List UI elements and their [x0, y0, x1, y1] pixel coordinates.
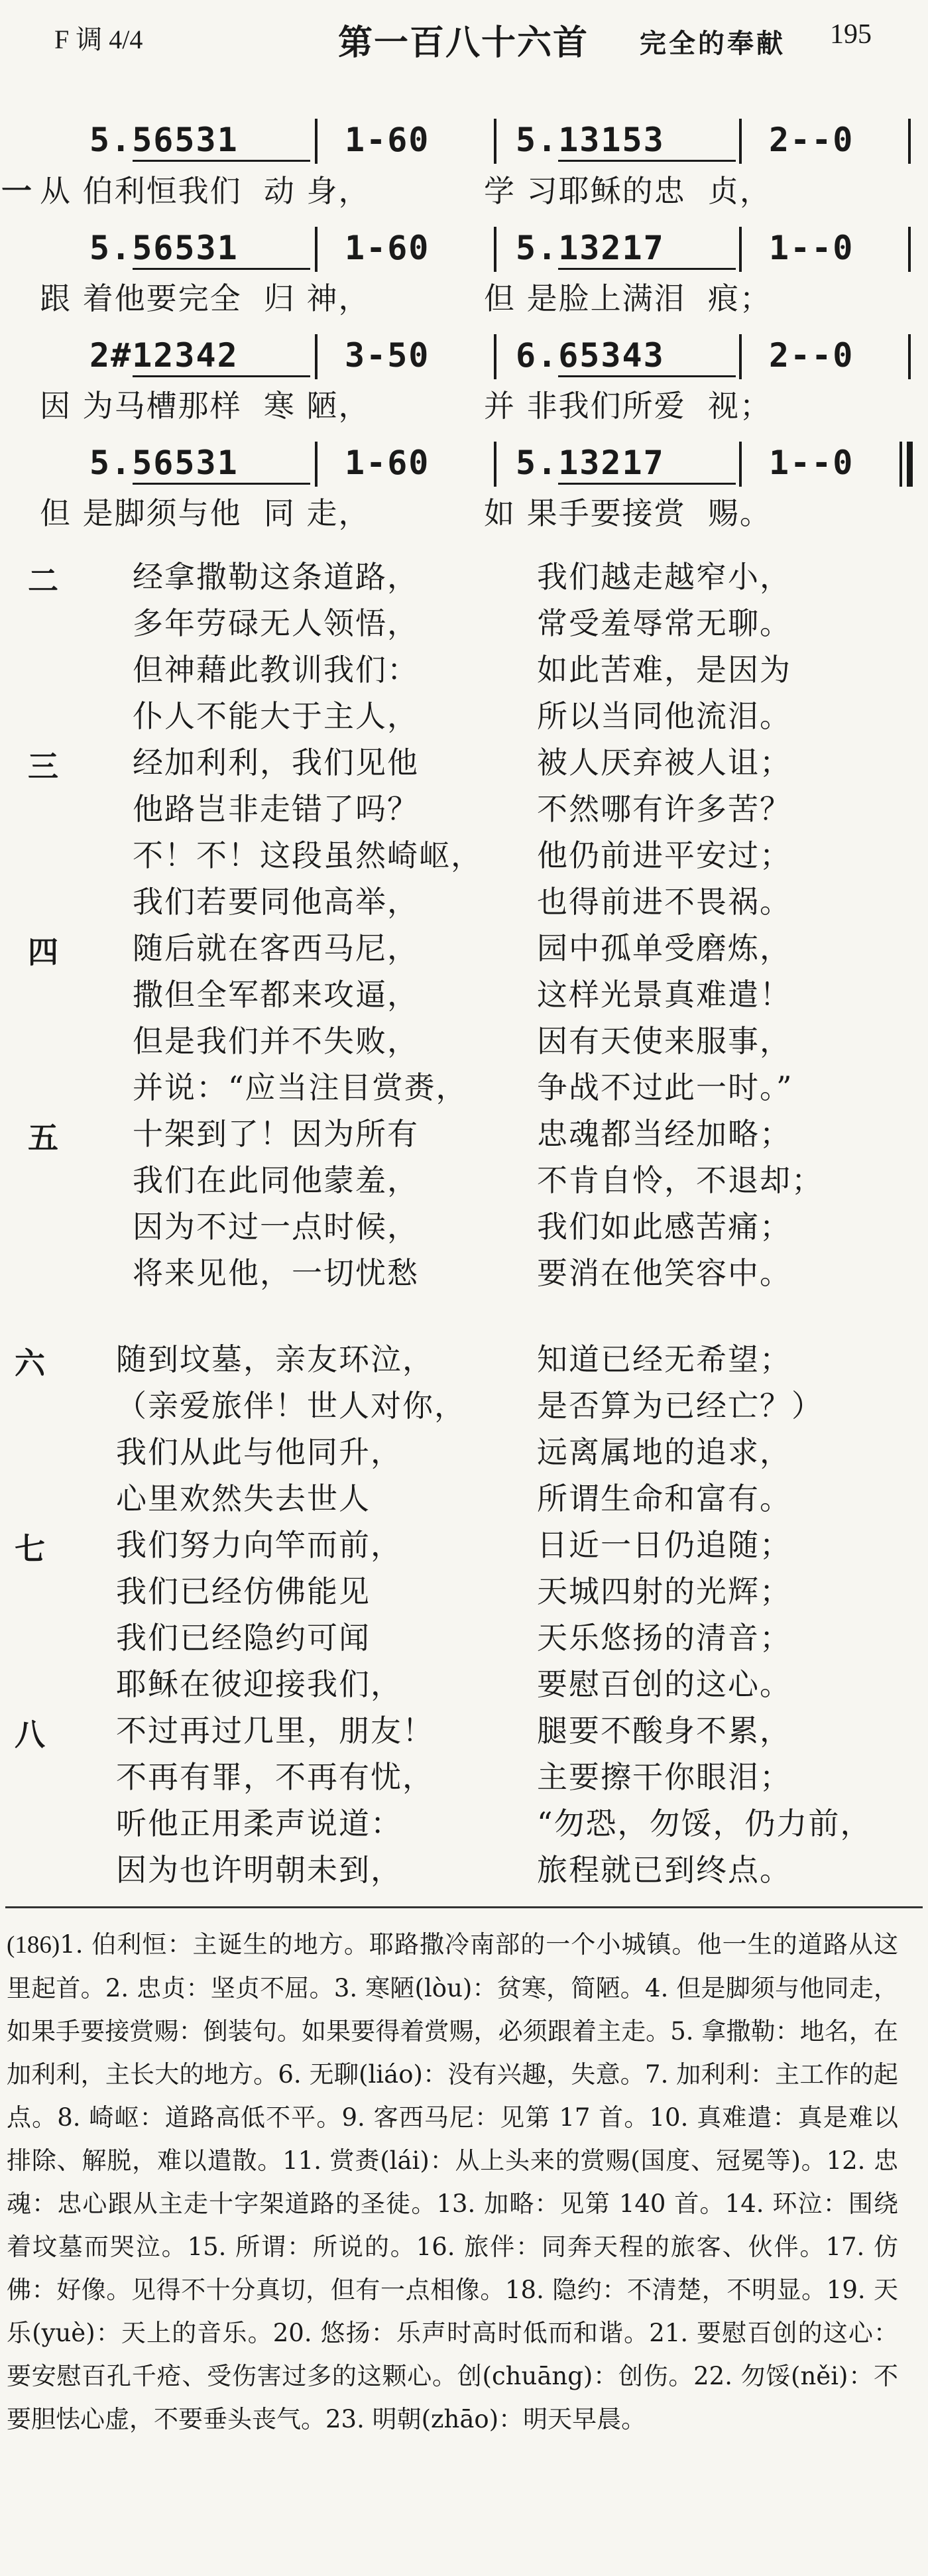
page-number: 195 [830, 19, 872, 50]
verse-line-left: 十架到了！因为所有 [133, 1116, 419, 1152]
footnote-text: 1. 伯利恒：主诞生的地方。耶路撒冷南部的一个小城镇。他一生的道路从这里起首。2. 忠贞：坚贞不屈。3. 寒陋(lòu)：贫寒，简陋。4. 但是脚须与他同走，如果手要接赏赐：倒装句。如果要得着赏赐，必须跟着主走。5. 拿撒勒：地名，在加利利，主长大的地方。6. 无聊(liáo)：没有兴趣，失意。7. 加利利：主工作的起点。8. 崎岖：道路高低不平。9. 客西马尼：见第 17 首。10. 真难遣：真是难以排除、解脱，难以遣散。11. 赏赉(lái)：从上头来的赏赐(国度、冠冕等)。12. 忠魂：忠心跟从主走十字架道路的圣徒。13. 加略：见第 140 首。14. 环泣：围绕着坟墓而哭泣。15. 所谓：所说的。16. 旅伴：同奔天程的旅客、伙伴。17. 仿佛：好像。见得不十分真切，但有一点相像。18. 隐约：不清楚，不明显。19. 天乐(yuè)：天上的音乐。20. 悠扬：乐声时高时低而和谐。21. 要慰百创的这心：要安慰百孔千疮、受伤害过多的这颗心。创(chuāng)：创伤。22. 勿馁(něi)：不要胆怯心虚，不要垂头丧气。23. 明朝(zhāo)：明天早晨。 [7, 1930, 898, 2433]
measure-4: 1--0 [769, 229, 854, 267]
lyric-phrase: 因 为马槽那样 寒 陋， [40, 388, 371, 424]
underline-beam [133, 483, 310, 485]
measure-3: 5.13217 [516, 444, 665, 482]
verse-line-left: 我们已经仿佛能见 [116, 1573, 371, 1609]
verse-line-right: 主要擦干你眼泪； [537, 1759, 791, 1795]
verse-line-left: 听他正用柔声说道： [116, 1806, 402, 1841]
verse-line-left: 仆人不能大于主人， [133, 698, 419, 734]
verse-line-right: 腿要不酸身不累， [537, 1713, 791, 1748]
footnote-hymn-number: (186) [7, 1932, 60, 1959]
final-bar-line-thick [907, 442, 913, 487]
verse-line-right: 如此苦难，是因为 [537, 652, 791, 688]
lyrics-row-1 [0, 171, 928, 211]
verse-line-left: 耶稣在彼迎接我们， [116, 1666, 402, 1702]
verse-line-right: 常受羞辱常无聊。 [537, 605, 791, 641]
bar-line [315, 442, 318, 487]
verse-line-left: 但神藉此教训我们： [133, 652, 419, 688]
lyric-phrase: 但 是脚须与他 同 走， [40, 495, 371, 531]
verse-line-right: 日近一日仍追随； [537, 1527, 791, 1563]
verse-line-left: 随到坟墓，亲友环泣， [116, 1341, 434, 1377]
hymn-title: 第一百八十六首 [338, 25, 589, 62]
verse-line-right: 他仍前进平安过； [537, 837, 791, 873]
measure-4: 2--0 [769, 336, 854, 375]
verse-line-right: 争战不过此一时。” [537, 1070, 793, 1105]
verse-line-left: 多年劳碌无人领悟， [133, 605, 419, 641]
lyric-phrase: 从 伯利恒我们 动 身， [40, 173, 371, 209]
measure-1: 5.56531 [89, 121, 239, 159]
verse-line-left: 我们若要同他高举， [133, 884, 419, 920]
lyrics-row-4 [0, 493, 928, 533]
bar-line [315, 334, 318, 379]
verse-line-right: 因有天使来服事， [537, 1023, 791, 1059]
verse-line-left: 因为也许明朝未到， [116, 1852, 402, 1888]
verse-line-left: 经拿撒勒这条道路， [133, 559, 419, 595]
lyric-phrase: 跟 着他要完全 归 神， [40, 280, 371, 316]
measure-4: 2--0 [769, 121, 854, 159]
lyrics-row-2 [0, 278, 928, 318]
measure-2: 1-60 [345, 444, 430, 482]
verse-line-left: 将来见他，一切忧愁 [133, 1255, 419, 1291]
verse-line-right: 知道已经无希望； [537, 1341, 791, 1377]
bar-line [739, 119, 742, 164]
verse-line-right: 旅程就已到终点。 [537, 1852, 791, 1888]
lyric-phrase: 并 非我们所爱 视； [484, 388, 772, 424]
footnotes [7, 1923, 898, 2441]
verse-line-right: 也得前进不畏祸。 [537, 884, 791, 920]
verse-line-left: 经加利利，我们见他 [133, 745, 419, 780]
verse-line-left: 并说：“应当注目赏赉， [133, 1070, 468, 1105]
verse-line-left: 撒但全军都来攻逼， [133, 977, 419, 1012]
hymn-subtitle: 完全的奉献 [640, 29, 785, 58]
notation-row-1 [0, 116, 928, 164]
measure-2: 3-50 [345, 336, 430, 375]
underline-beam [133, 160, 310, 162]
underline-beam [558, 375, 736, 377]
lyric-phrase: 学 习耶稣的忠 贞， [484, 173, 772, 209]
measure-1: 5.56531 [89, 229, 239, 267]
lyric-phrase: 如 果手要接赏 赐。 [484, 495, 772, 531]
verse-line-right: “勿恐，勿馁，仍力前， [537, 1806, 872, 1841]
verse-line-right: 是否算为已经亡？） [537, 1388, 823, 1424]
final-bar-line [899, 442, 902, 487]
underline-beam [558, 483, 736, 485]
verse-line-right: 不然哪有许多苦？ [537, 791, 791, 827]
verse-line-left: 因为不过一点时候， [133, 1209, 419, 1245]
underline-beam [133, 268, 310, 270]
verse-number: 七 [15, 1531, 45, 1567]
verse-line-right: 天乐悠扬的清音； [537, 1620, 791, 1656]
verse-line-left: 他路岂非走错了吗？ [133, 791, 419, 827]
verse-line-right: 天城四射的光辉； [537, 1573, 791, 1609]
verse-line-left: 但是我们并不失败， [133, 1023, 419, 1059]
verse-number: 三 [28, 749, 58, 784]
verse-line-right: 要消在他笑容中。 [537, 1255, 791, 1291]
bar-line [494, 442, 496, 487]
bar-line [739, 334, 742, 379]
verse-number: 五 [28, 1120, 58, 1156]
verse-line-left: 随后就在客西马尼， [133, 930, 419, 966]
verse-line-right: 园中孤单受磨炼， [537, 930, 791, 966]
bar-line [739, 442, 742, 487]
verse-line-left: 心里欢然失去世人 [116, 1481, 371, 1516]
verse-line-right: 所以当同他流泪。 [537, 698, 791, 734]
notation-row-4 [0, 439, 928, 487]
verse-line-left: 我们从此与他同升， [116, 1434, 402, 1470]
underline-beam [133, 375, 310, 377]
lyrics-row-3 [0, 386, 928, 426]
notation-row-3 [0, 332, 928, 379]
measure-3: 5.13217 [516, 229, 665, 267]
measure-1: 5.56531 [89, 444, 239, 482]
verse-line-right: 所谓生命和富有。 [537, 1481, 791, 1516]
verse-number: 八 [15, 1717, 45, 1752]
measure-2: 1-60 [345, 229, 430, 267]
key-signature: F 调 4/4 [54, 25, 143, 54]
measure-4: 1--0 [769, 444, 854, 482]
measure-3: 5.13153 [516, 121, 665, 159]
underline-beam [558, 160, 736, 162]
notes-divider [5, 1906, 923, 1908]
verse-line-right: 要慰百创的这心。 [537, 1666, 791, 1702]
verse-number: 二 [28, 563, 58, 599]
verse-line-left: （亲爱旅伴！世人对你， [116, 1388, 466, 1424]
lyric-phrase: 但 是脸上满泪 痕； [484, 280, 772, 316]
bar-line [908, 227, 911, 272]
bar-line [739, 227, 742, 272]
bar-line [315, 119, 318, 164]
verse-line-right: 不肯自怜，不退却； [537, 1162, 823, 1198]
bar-line [315, 227, 318, 272]
bar-line [908, 334, 911, 379]
verse-line-left: 不再有罪，不再有忧， [116, 1759, 434, 1795]
notation-row-2 [0, 224, 928, 272]
verse-number: 四 [28, 934, 58, 970]
verse-line-right: 忠魂都当经加略； [537, 1116, 791, 1152]
verse-line-left: 不！不！这段虽然崎岖， [133, 837, 483, 873]
underline-beam [558, 268, 736, 270]
verse-line-right: 被人厌弃被人诅； [537, 745, 791, 780]
verse-line-right: 这样光景真难遣！ [537, 977, 791, 1012]
verse-line-left: 我们在此同他蒙羞， [133, 1162, 419, 1198]
verse-number: 六 [15, 1345, 45, 1381]
measure-3: 6.65343 [516, 336, 665, 375]
verse-line-left: 我们已经隐约可闻 [116, 1620, 371, 1656]
bar-line [908, 119, 911, 164]
bar-line [494, 334, 496, 379]
verse-line-left: 我们努力向竿而前， [116, 1527, 402, 1563]
verse-line-right: 我们如此感苦痛； [537, 1209, 791, 1245]
verse-line-left: 不过再过几里，朋友！ [116, 1713, 434, 1748]
measure-1: 2#12342 [89, 336, 239, 375]
bar-line [494, 119, 496, 164]
verse-line-right: 我们越走越窄小， [537, 559, 791, 595]
verse-number: 一 [1, 173, 33, 209]
verse-line-right: 远离属地的追求， [537, 1434, 791, 1470]
bar-line [494, 227, 496, 272]
measure-2: 1-60 [345, 121, 430, 159]
